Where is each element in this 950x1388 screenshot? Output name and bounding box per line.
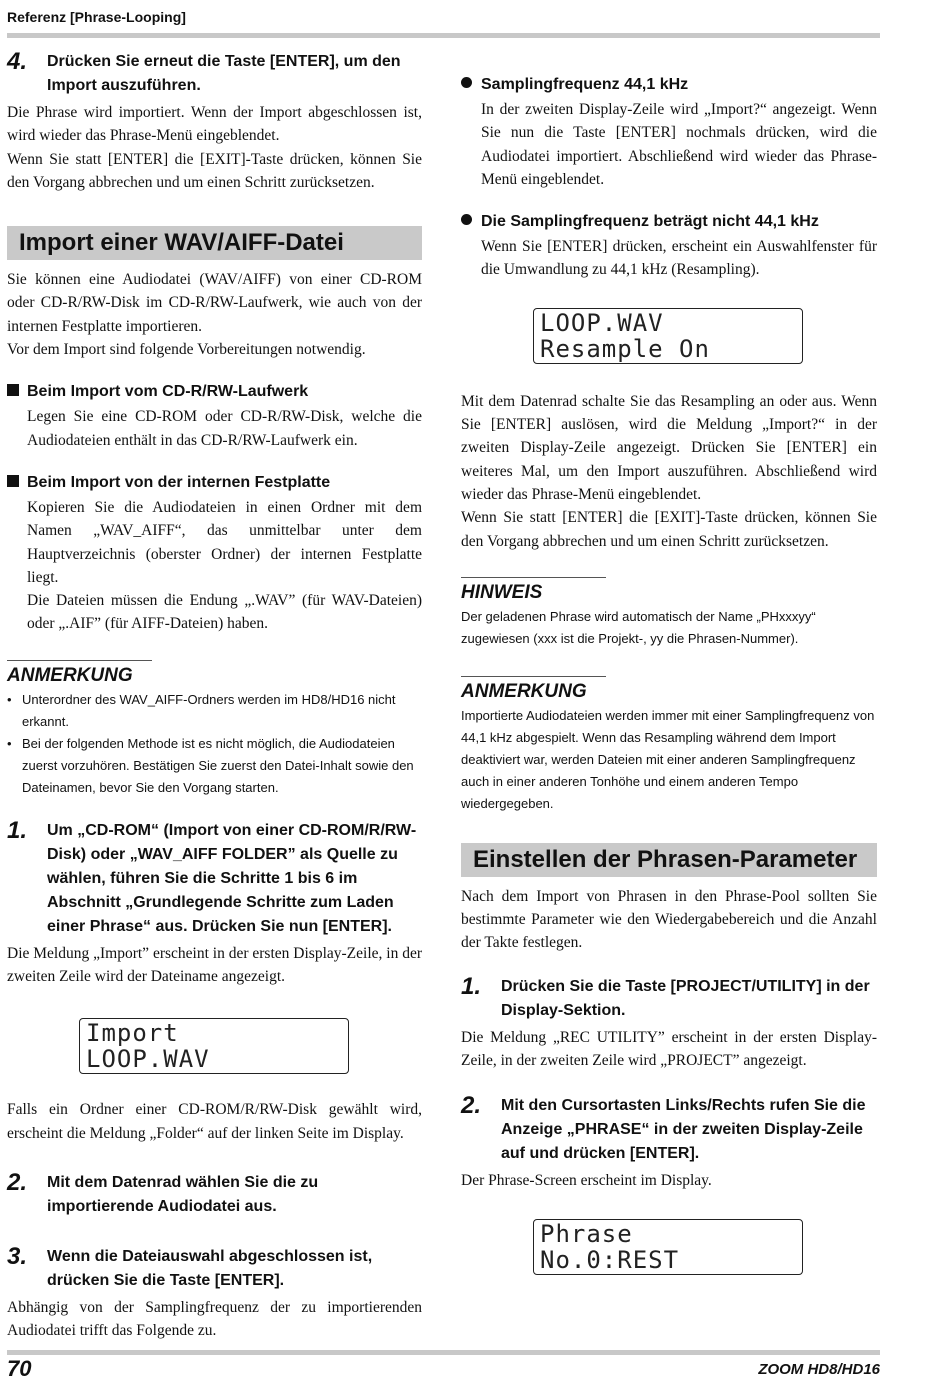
import-intro (7, 268, 422, 361)
bullet-head-text: Die Samplingfrequenz beträgt nicht 44,1 kHz (481, 213, 819, 231)
paragraph: Wenn Sie statt [ENTER] die [EXIT]-Taste drücken, können Sie den Vorgang abbrechen und um einen Schritt zurücksetzen. (7, 150, 422, 191)
step-text: Drücken Sie erneut die Taste [ENTER], um den Import auszuführen. (47, 53, 401, 94)
subheading-text: Beim Import vom CD-R/RW-Laufwerk (27, 383, 309, 401)
step-text: Um „CD-ROM“ (Import von einer CD-ROM/R/RW-Disk) oder „WAV_AIFF FOLDER” als Quelle zu wählen, führen Sie die Schritte 1 bis 6 im Abschnitt „Grundlegende Schritte zum Laden einer Phrase“ aus. Drücken Sie nun [ENTER]. (47, 821, 417, 935)
bullet-head-not441 (461, 211, 877, 233)
page-number: 70 (7, 1356, 32, 1381)
step-text: Drücken Sie die Taste [PROJECT/UTILITY] in der Display-Sektion. (501, 977, 870, 1019)
step-1-project (461, 972, 877, 1023)
note-rule (461, 676, 606, 677)
paragraph: Mit dem Datenrad schalte Sie das Resampling an oder aus. Wenn Sie [ENTER] auslösen, wird die Meldung „Import?“ in der zweiten Display-Zeile angezeigt. Drücken Sie [ENTER] ein weiteres Mal, um den Import auszuführen. Abschließend wird wieder das Phrase-Menü eingeblendet. (461, 392, 877, 503)
note-body (7, 689, 422, 799)
step-text: Mit den Cursortasten Links/Rechts rufen Sie die Anzeige „PHRASE“ in der zweiten Display-Zeile auf und drücken [ENTER]. (501, 1097, 866, 1163)
hd-body (27, 496, 422, 636)
cd-body: Legen Sie eine CD-ROM oder CD-R/RW-Disk, welche die Audiodateien enthält in das CD-R/RW-Laufwerk ein. (27, 408, 422, 449)
resample-body (461, 390, 877, 553)
hinweis-rule (461, 577, 606, 578)
footer-model: ZOOM HD8/HD16 (758, 1361, 880, 1378)
note-body: Importierte Audiodateien werden immer mit einer Samplingfrequenz von 44,1 kHz abgespielt. Wenn das Resampling während dem Import deaktiviert war, werden Dateien mit einer anderen Samplingfrequenz auch in einer anderen Tonhöhe und einem anderen Tempo wiedergegeben. (461, 707, 875, 811)
step-4 (7, 50, 422, 98)
square-bullet-icon (7, 384, 19, 396)
lcd-line: Resample On (540, 334, 710, 363)
folder-body: Falls ein Ordner einer CD-ROM/R/RW-Disk gewählt wird, erscheint die Meldung „Folder“ auf der linken Seite im Display. (7, 1101, 422, 1142)
lcd-line: No.0:REST (540, 1245, 680, 1274)
lcd-line: Import (86, 1019, 179, 1048)
step-3-body: Abhängig von der Samplingfrequenz der zu importierenden Audiodatei trifft das Folgende zu. (7, 1298, 422, 1340)
step-text: Mit dem Datenrad wählen Sie die zu importierende Audiodatei aus. (47, 1173, 319, 1215)
footer-rule (7, 1350, 880, 1355)
paragraph: Die Dateien müssen die Endung „.WAV” (für WAV-Dateien) oder „.AIF” (für AIFF-Dateien) haben. (27, 592, 422, 633)
paragraph: Die Phrase wird importiert. Wenn der Import abgeschlossen ist, wird wieder das Phrase-Menü eingeblendet. (7, 104, 422, 145)
step-2-phrase (461, 1094, 877, 1166)
step-2-phrase-body: Der Phrase-Screen erscheint im Display. (461, 1172, 712, 1190)
lcd-display-phrase (533, 1219, 803, 1275)
step-number: 2. (461, 1092, 482, 1120)
bullet-body-441: In der zweiten Display-Zeile wird „Import?“ angezeigt. Wenn Sie nun die Taste [ENTER] nochmals drücken, wird die Audiodatei importiert. Abschließend wird wieder das Phrase-Menü eingeblendet. (481, 101, 877, 188)
running-header: Referenz [Phrase-Looping] (7, 9, 186, 25)
hinweis-title: HINWEIS (461, 581, 543, 603)
subheading-hd (7, 472, 422, 494)
bullet-head-441 (461, 74, 877, 96)
lcd-display-import (79, 1018, 349, 1074)
step-number: 4. (7, 48, 28, 75)
paragraph: Vor dem Import sind folgende Vorbereitungen notwendig. (7, 341, 366, 359)
step-number: 3. (7, 1242, 28, 1270)
note-item: • Unterordner des WAV_AIFF-Ordners werden im HD8/HD16 nicht erkannt. (7, 689, 422, 733)
paragraph: Kopieren Sie die Audiodateien in einen Ordner mit dem Namen „WAV_AIFF“, das unmittelbar unter dem Hauptverzeichnis (oberster Ordner) der internen Festplatte liegt. (27, 498, 422, 586)
bullet-body-not441: Wenn Sie [ENTER] drücken, erscheint ein Auswahlfenster für die Umwandlung zu 44,1 kHz (Resampling). (481, 238, 877, 279)
lcd-line: LOOP.WAV (540, 308, 664, 337)
bullet-head-text: Samplingfrequenz 44,1 kHz (481, 76, 689, 93)
step-4-body (7, 101, 422, 194)
subheading-cd (7, 381, 422, 403)
lcd-line: LOOP.WAV (86, 1045, 210, 1074)
parameters-intro: Nach dem Import von Phrasen in den Phrase-Pool sollten Sie bestimmte Parameter wie den Wiedergabebereich und die Anzahl der Takte festlegen. (461, 887, 877, 952)
lcd-line: Phrase (540, 1219, 633, 1248)
step-1 (7, 816, 422, 939)
paragraph: Sie können eine Audiodatei (WAV/AIFF) von einer CD-ROM oder CD-R/RW-Disk im CD-R/RW-Laufwerk, wie auch von der internen Festplatte importieren. (7, 271, 422, 335)
step-number: 1. (461, 972, 482, 1000)
note-item: • Bei der folgenden Methode ist es nicht möglich, die Audiodateien zuerst vorzuhören. Bestätigen Sie zuerst den Datei-Inhalt sowie den Dateinamen, bevor Sie den Vorgang starten. (7, 733, 422, 799)
step-1-project-body: Die Meldung „REC UTILITY” erscheint in der ersten Display-Zeile, in der zweiten Zeile wird „PROJECT” angezeigt. (461, 1028, 877, 1070)
bullet-dot-icon (461, 77, 472, 88)
step-2 (7, 1168, 422, 1219)
step-1-body: Die Meldung „Import” erscheint in der ersten Display-Zeile, in der zweiten Zeile wird der Dateiname angezeigt. (7, 944, 422, 986)
header-rule (7, 33, 880, 38)
step-number: 1. (7, 816, 28, 844)
step-3 (7, 1242, 422, 1293)
note-title: ANMERKUNG (461, 680, 587, 702)
section-banner-parameters: Einstellen der Phrasen-Parameter (461, 843, 877, 877)
step-text: Wenn die Dateiauswahl abgeschlossen ist, drücken Sie die Taste [ENTER]. (47, 1247, 373, 1289)
square-bullet-icon (7, 475, 19, 487)
subheading-text: Beim Import von der internen Festplatte (27, 473, 331, 491)
lcd-display-resample (533, 308, 803, 364)
paragraph: Wenn Sie statt [ENTER] die [EXIT]-Taste drücken, können Sie den Vorgang abbrechen und um einen Schritt zurücksetzen. (461, 509, 877, 550)
note-title: ANMERKUNG (7, 664, 133, 686)
note-rule (7, 660, 152, 661)
bullet-dot-icon (461, 214, 472, 225)
step-number: 2. (7, 1168, 28, 1196)
section-banner-import: Import einer WAV/AIFF-Datei (7, 226, 422, 260)
right-column (461, 74, 877, 1275)
hinweis-body: Der geladenen Phrase wird automatisch der Name „PHxxxyy“ zugewiesen (xxx ist die Projekt-, yy die Phrasen-Nummer). (461, 608, 816, 646)
left-column (7, 50, 422, 1343)
